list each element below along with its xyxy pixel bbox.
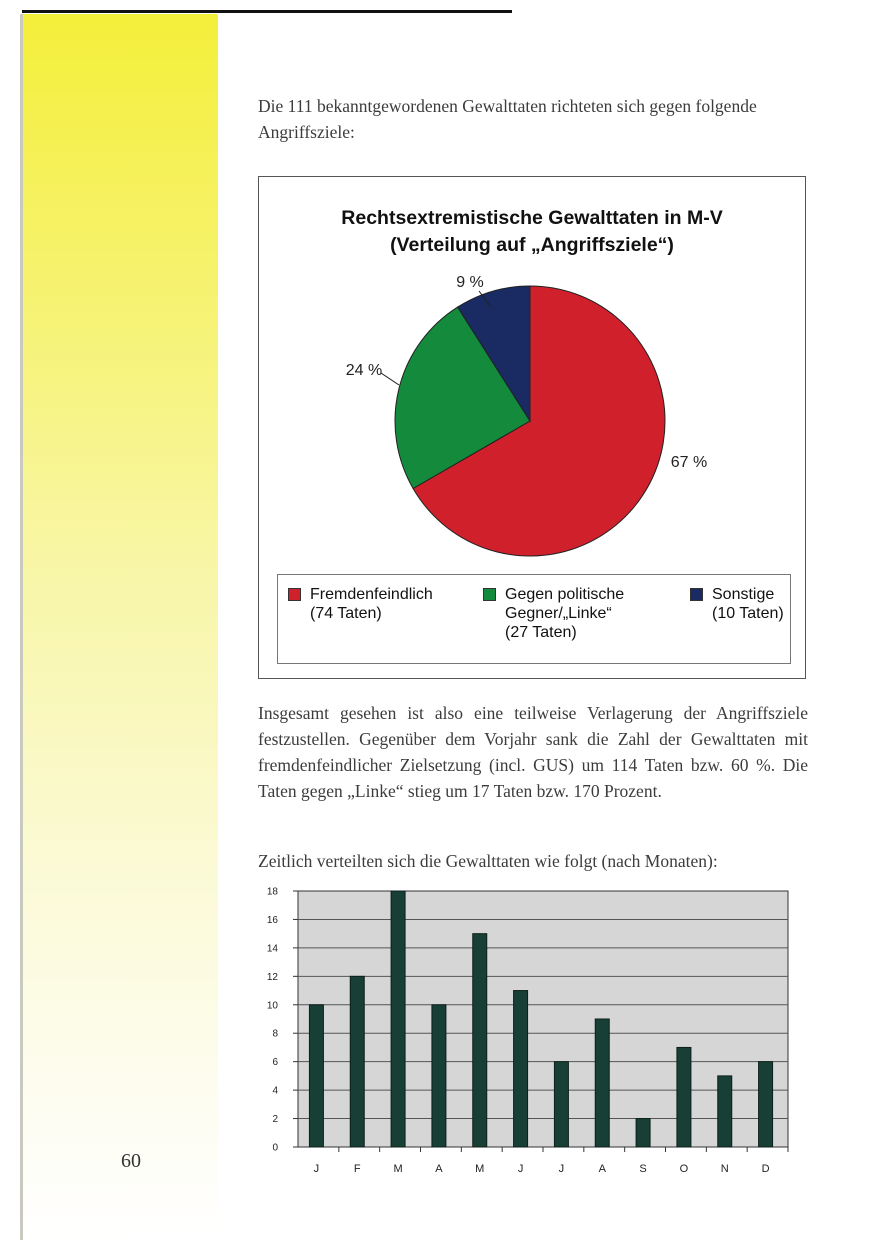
legend-swatch-green <box>483 588 496 601</box>
x-category-label: F <box>353 1163 361 1175</box>
page-number: 60 <box>121 1150 141 1172</box>
bar <box>636 1119 650 1147</box>
bar <box>432 1005 446 1147</box>
legend-label-linke-line2: Gegner/„Linke“ <box>505 605 612 622</box>
bar <box>595 1019 609 1147</box>
x-category-label: J <box>517 1163 524 1175</box>
legend-label-linke: Gegen politische <box>505 586 625 603</box>
pie-title-line-1: Rechtsextremistische Gewalttaten in M-V <box>341 207 723 229</box>
y-tick-label: 0 <box>272 1142 278 1154</box>
bar <box>309 1005 323 1147</box>
x-category-label: D <box>761 1163 770 1175</box>
y-tick-label: 2 <box>272 1114 278 1126</box>
y-tick-label: 8 <box>272 1028 278 1040</box>
y-tick-label: 4 <box>272 1085 278 1097</box>
x-category-label: N <box>720 1163 729 1175</box>
pie-label-fremdenfeindlich: 67 % <box>670 454 708 471</box>
bar <box>514 991 528 1147</box>
x-category-label: A <box>598 1163 606 1175</box>
bar <box>554 1062 568 1147</box>
bar <box>473 934 487 1147</box>
pie-label-sonstige: 9 % <box>456 274 484 291</box>
yellow-margin-band <box>22 14 218 1240</box>
x-category-label: M <box>393 1163 403 1175</box>
legend-label-sonstige: Sonstige <box>712 586 775 603</box>
monthly-intro-paragraph: Zeitlich verteilten sich die Gewalttaten wie folgt (nach Monaten): <box>258 851 718 871</box>
legend-swatch-navy <box>690 588 703 601</box>
bar <box>759 1062 773 1147</box>
y-tick-label: 6 <box>272 1057 278 1069</box>
x-category-label: J <box>558 1163 565 1175</box>
x-category-label: S <box>639 1163 647 1175</box>
pie-label-linke: 24 % <box>345 362 383 379</box>
y-tick-label: 16 <box>266 914 278 926</box>
x-category-label: M <box>475 1163 485 1175</box>
legend-count-linke: (27 Taten) <box>505 624 577 641</box>
y-tick-label: 14 <box>266 943 278 955</box>
legend-label-fremdenfeindlich: Fremdenfeindlich <box>310 586 433 603</box>
legend-count-sonstige: (10 Taten) <box>712 605 784 622</box>
pie-title-line-2: (Verteilung auf „Angriffsziele“) <box>390 234 674 256</box>
bar <box>350 976 364 1147</box>
pie-leader-line-linke <box>381 373 399 385</box>
top-rule <box>22 10 512 13</box>
monthly-bar-chart <box>240 885 800 1185</box>
page-left-edge <box>20 14 23 1240</box>
y-tick-label: 18 <box>266 886 278 898</box>
bar <box>391 891 405 1147</box>
x-category-label: J <box>313 1163 320 1175</box>
y-tick-label: 10 <box>266 1000 278 1012</box>
legend-swatch-red <box>288 588 301 601</box>
intro-paragraph: Die 111 bekanntgewordenen Gewalttaten richteten sich gegen folgende Angriffsziele: <box>258 96 757 142</box>
pie-chart-frame <box>258 176 806 679</box>
bar <box>677 1047 691 1147</box>
y-tick-label: 12 <box>266 971 278 983</box>
bar <box>718 1076 732 1147</box>
x-category-label: O <box>679 1163 689 1175</box>
body-paragraph: Insgesamt gesehen ist also eine teilweise Verlagerung der Angriffsziele festzustellen. Gegenüber dem Vorjahr sank die Zahl der Gewalttaten mit fremdenfeindlicher Zielsetzung (incl. GUS) um 114 Taten bzw. 60 %. Die Taten gegen „Linke“ stieg um 17 Taten bzw. 170 Prozent. <box>258 703 808 801</box>
plot-area <box>298 891 788 1147</box>
legend-count-fremdenfeindlich: (74 Taten) <box>310 605 382 622</box>
x-category-label: A <box>435 1163 443 1175</box>
pie-legend <box>277 574 791 664</box>
